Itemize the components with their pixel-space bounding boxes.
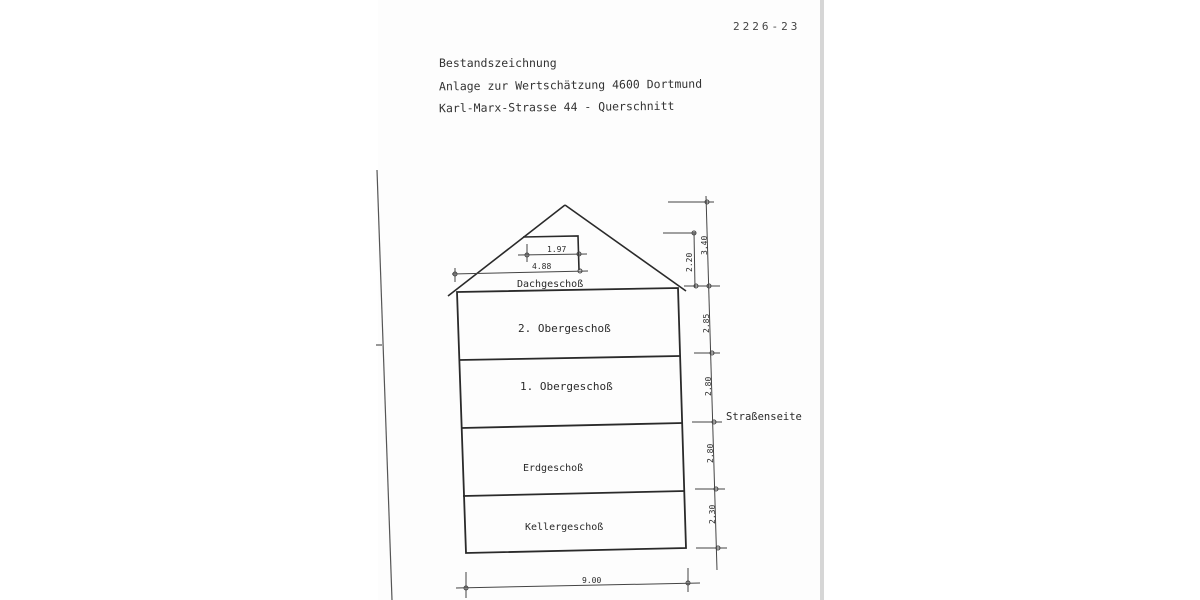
- dim-roof-total: 3.40: [700, 235, 709, 255]
- margin-line: [377, 170, 392, 600]
- floor-label-eg: Erdgeschoß: [523, 463, 584, 474]
- floor-label-dachgeschoss: Dachgeschoß: [517, 279, 584, 290]
- dim-inner-width: 1.97: [547, 245, 567, 254]
- title-line-3: Karl-Marx-Strasse 44 - Querschnitt: [438, 98, 675, 116]
- floor-label-2og: 2. Obergeschoß: [518, 322, 611, 335]
- dim-kg-height: 2.30: [708, 504, 717, 524]
- floor-label-kg: Kellergeschoß: [525, 522, 604, 533]
- title-line-2: Anlage zur Wertschätzung 4600 Dortmund: [438, 76, 703, 94]
- dim-attic-width: 4.88: [532, 262, 552, 271]
- vertical-dimensions: [663, 196, 727, 570]
- title-line-1: Bestandszeichnung: [439, 56, 557, 70]
- floor-label-1og: 1. Obergeschoß: [520, 380, 613, 393]
- street-side-label: Straßenseite: [726, 411, 802, 423]
- document-id-stamp: 2226-23: [733, 20, 801, 33]
- dim-2og-height: 2.85: [702, 313, 711, 333]
- dim-1og-height: 2.80: [704, 376, 713, 396]
- total-width-dimension: [456, 568, 700, 598]
- dim-attic-height: 2.20: [685, 252, 694, 272]
- dim-total-width: 9.00: [582, 576, 602, 585]
- dim-eg-height: 2.80: [706, 443, 715, 463]
